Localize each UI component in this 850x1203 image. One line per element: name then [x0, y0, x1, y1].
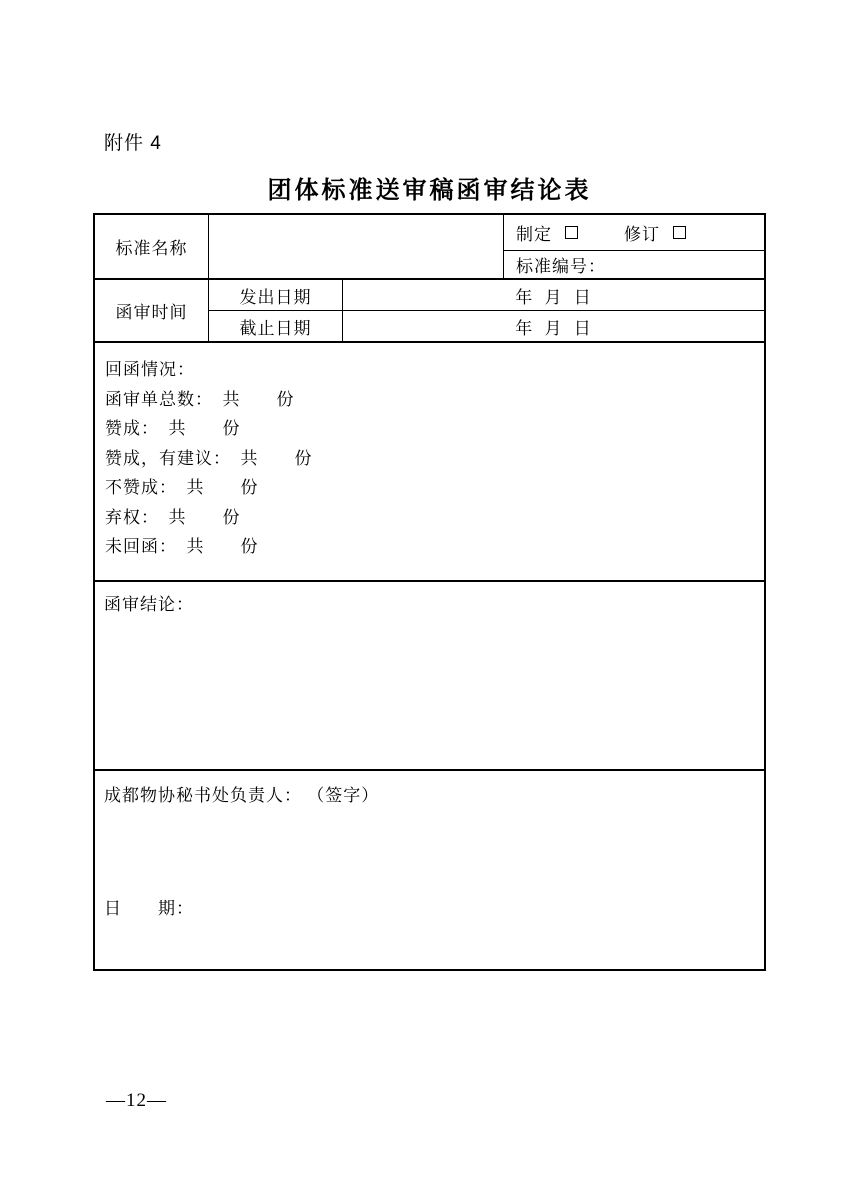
- reply-status-section: [95, 343, 764, 582]
- conclusion-label: 函审结论：: [104, 595, 194, 614]
- standard-name-value-cell: [209, 215, 504, 278]
- reply-line-total: 函审单总数： 共 份: [105, 389, 295, 409]
- standard-type-cell: [504, 215, 764, 278]
- review-time-row: [95, 280, 764, 343]
- deadline-label-cell: 截止日期: [209, 311, 343, 341]
- standard-number-cell: 标准编号：: [516, 257, 606, 276]
- standard-name-label-cell: 标准名称: [95, 215, 209, 278]
- reply-line-no-reply: 未回函： 共 份: [105, 537, 259, 556]
- reply-line-abstain: 弃权： 共 份: [105, 507, 241, 527]
- formulate-option-label: 制定: [516, 225, 552, 244]
- signature-section: [95, 771, 764, 969]
- issue-date-label-cell: 发出日期: [209, 280, 343, 310]
- attachment-label: 附件 4: [104, 133, 162, 154]
- reply-line-disapprove: 不赞成： 共 份: [105, 478, 259, 497]
- signer-label: 成都物协秘书处负责人： （签字）: [104, 786, 380, 805]
- deadline-value-cell: 年 月 日: [515, 318, 592, 338]
- formulate-checkbox-icon: [565, 226, 578, 239]
- revise-option-label: 修订: [624, 225, 660, 244]
- standard-name-row: [95, 215, 764, 280]
- reply-line-approve-with-suggestions: 赞成，有建议： 共 份: [105, 448, 313, 468]
- revise-checkbox-icon: [673, 226, 686, 239]
- page-title: 团体标准送审稿函审结论表: [267, 178, 592, 204]
- conclusion-section: [95, 582, 764, 771]
- review-time-label-cell: 函审时间: [95, 280, 209, 341]
- deadline-row: [209, 311, 764, 341]
- page-number: —12—: [106, 1090, 167, 1111]
- review-conclusion-form-table: [93, 213, 766, 971]
- date-label: 日 期：: [104, 899, 194, 918]
- reply-line-approve: 赞成： 共 份: [105, 419, 241, 438]
- standard-type-options: [504, 215, 764, 251]
- review-time-subrows: [209, 280, 764, 341]
- issue-date-row: [209, 280, 764, 311]
- reply-status-heading: 回函情况：: [105, 360, 195, 379]
- issue-date-value-cell: 年 月 日: [515, 287, 592, 307]
